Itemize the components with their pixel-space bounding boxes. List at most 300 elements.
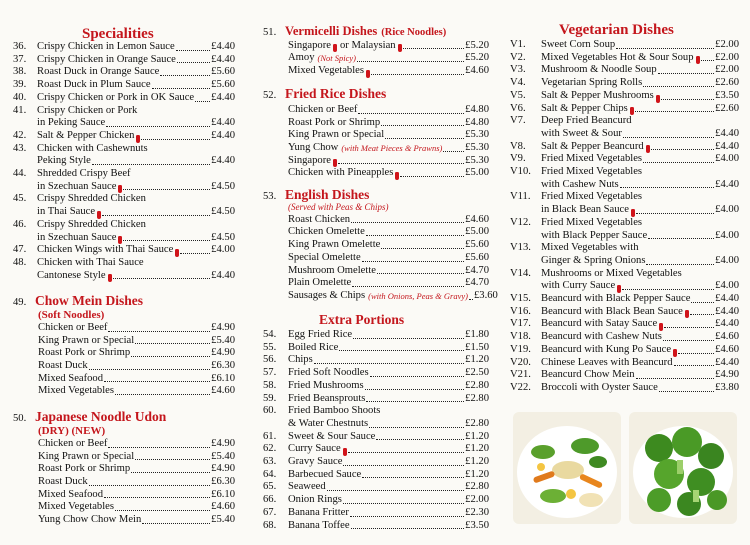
- item-price: £5.60: [211, 79, 235, 91]
- item-price: £5.30: [465, 154, 489, 166]
- item-name: Beancurd Chow Mein: [541, 369, 635, 381]
- dot-leader: [648, 238, 714, 239]
- item-number: 68.: [263, 519, 277, 531]
- item-price: £4.90: [715, 369, 739, 381]
- menu-item-row: [510, 166, 739, 179]
- dot-leader: [343, 465, 464, 466]
- chili-icon: [685, 310, 689, 318]
- english-number: 53.: [263, 191, 277, 202]
- item-name: Salt & Pepper Beancurd: [541, 140, 644, 152]
- menu-item-row: [263, 405, 489, 418]
- broccoli-photo: [629, 412, 737, 524]
- dot-leader: [403, 48, 465, 49]
- dot-leader: [357, 61, 464, 62]
- item-name: Crispy Chicken in Orange Sauce: [37, 53, 176, 65]
- item-number: V4.: [510, 77, 526, 89]
- dot-leader: [643, 162, 714, 163]
- item-price: £4.60: [211, 385, 235, 397]
- menu-item-row: [510, 191, 739, 204]
- item-name: Fried Mixed Vegetables: [541, 153, 643, 165]
- item-number: 67.: [263, 506, 277, 518]
- menu-item-row: [13, 463, 235, 476]
- item-name: Egg Fried Rice: [288, 329, 353, 340]
- item-price: £4.60: [465, 65, 489, 77]
- item-price: £1.50: [465, 341, 489, 353]
- menu-item-row: [510, 280, 739, 293]
- dot-leader: [674, 365, 715, 366]
- dot-leader: [195, 101, 210, 102]
- item-price: £4.40: [211, 269, 235, 281]
- menu-item-row: [263, 129, 489, 142]
- menu-item-row: [13, 244, 235, 257]
- dot-leader: [362, 261, 465, 262]
- menu-item-row: [263, 342, 489, 355]
- item-name: Salt & Pepper Chicken: [37, 129, 135, 141]
- dot-leader: [141, 139, 210, 140]
- menu-item-row: [13, 373, 235, 386]
- item-price: £2.80: [465, 417, 489, 429]
- item-name: Mixed Seafood: [38, 488, 104, 500]
- item-number: 40.: [13, 91, 27, 103]
- menu-item-row: [13, 143, 235, 156]
- menu-item-row: [263, 265, 489, 278]
- item-price: £4.40: [715, 356, 739, 368]
- menu-item-row: [13, 105, 235, 118]
- menu-item-row: [263, 393, 489, 406]
- item-number: 60.: [263, 405, 277, 417]
- item-name: Mixed Vegetables Hot & Sour Soup: [541, 51, 694, 63]
- dot-leader: [351, 222, 464, 223]
- item-number: V5.: [510, 89, 526, 101]
- item-price: £5.60: [465, 251, 489, 263]
- menu-item-row: [510, 52, 739, 65]
- menu-item-row: [13, 438, 235, 451]
- item-name: Deep Fried Beancurd: [541, 115, 632, 127]
- dot-leader: [658, 73, 715, 74]
- item-name: Vegetarian Spring Rolls: [541, 77, 643, 89]
- dot-leader: [123, 240, 210, 241]
- menu-item-row: [510, 268, 739, 281]
- menu-item-row: [263, 418, 489, 431]
- menu-item-row: [510, 306, 739, 319]
- item-name: Roast Duck in Plum Sauce: [37, 79, 151, 91]
- menu-item-row: [13, 54, 235, 67]
- item-name: in Peking Sauce: [37, 117, 106, 129]
- menu-item-row: [510, 103, 739, 116]
- dot-leader: [113, 278, 211, 279]
- vermicelli-subtitle: (Rice Noodles): [381, 27, 447, 38]
- chili-icon: [136, 135, 140, 143]
- item-name: Roast Duck in Orange Sauce: [37, 66, 160, 78]
- item-name: in Szechuan Sauce: [37, 180, 117, 192]
- dot-leader: [131, 356, 210, 357]
- chili-icon: [395, 172, 399, 180]
- menu-item-row: [13, 385, 235, 398]
- item-price: £4.80: [465, 103, 489, 115]
- menu-item-row: [510, 141, 739, 154]
- chili-icon: [673, 349, 677, 357]
- menu-item-row: [263, 443, 489, 456]
- item-price: £4.70: [465, 277, 489, 289]
- dot-leader: [646, 264, 714, 265]
- item-name: Chicken with Cashewnuts: [37, 142, 148, 154]
- item-number: 63.: [263, 456, 277, 468]
- menu-item-row: [263, 456, 489, 469]
- item-name: Beancurd with Kung Po Sauce: [541, 343, 672, 355]
- menu-item-row: [263, 214, 489, 227]
- item-price: £4.40: [211, 53, 235, 65]
- friedrice-number: 52.: [263, 90, 277, 101]
- item-name: Sausages & Chips: [288, 289, 366, 301]
- dot-leader: [106, 126, 210, 127]
- extra-list: [263, 329, 489, 532]
- menu-item-row: [13, 206, 235, 219]
- dot-leader: [678, 353, 714, 354]
- chili-icon: [343, 448, 347, 456]
- dot-leader: [365, 389, 465, 390]
- dot-leader: [135, 459, 210, 460]
- dot-leader: [370, 376, 465, 377]
- item-name: Mixed Vegetables with: [541, 242, 639, 254]
- menu-item-row: [263, 380, 489, 393]
- menu-item-row: [510, 255, 739, 268]
- item-name: Chips: [288, 354, 313, 366]
- dot-leader: [622, 289, 714, 290]
- item-price: £4.90: [211, 321, 235, 333]
- dot-leader: [381, 125, 464, 126]
- item-number: V7.: [510, 115, 526, 127]
- item-price: £5.30: [465, 141, 489, 153]
- item-name: Roast Pork or Shrimp: [38, 463, 131, 475]
- menu-item-row: [263, 104, 489, 117]
- item-name: Fried Bamboo Shoots: [288, 405, 381, 417]
- item-number: V8.: [510, 140, 526, 152]
- item-name: & Water Chestnuts: [288, 417, 369, 429]
- item-number: 65.: [263, 481, 277, 493]
- item-price: £5.00: [465, 226, 489, 238]
- dot-leader: [115, 510, 210, 511]
- item-name: Sweet Corn Soup: [541, 39, 616, 50]
- item-price: £4.40: [211, 117, 235, 129]
- menu-item-row: [13, 451, 235, 464]
- item-number: 66.: [263, 494, 277, 506]
- item-price: £4.40: [715, 318, 739, 330]
- dot-leader: [623, 137, 714, 138]
- item-name: Shredded Crispy Beef: [37, 168, 131, 180]
- dot-leader: [89, 369, 210, 370]
- item-price: £3.50: [715, 89, 739, 101]
- item-price: £5.00: [465, 167, 489, 179]
- menu-item-row: [263, 52, 489, 65]
- menu-item-row: [263, 507, 489, 520]
- item-price: £4.00: [715, 204, 739, 216]
- item-number: 48.: [13, 256, 27, 268]
- item-number: 59.: [263, 392, 277, 404]
- dot-leader: [142, 523, 210, 524]
- item-name: Curry Sauce: [288, 443, 341, 455]
- item-number: 57.: [263, 367, 277, 379]
- menu-item-row: [13, 193, 235, 206]
- menu-item-row: [13, 168, 235, 181]
- menu-item-row: [13, 514, 235, 527]
- dot-leader: [104, 381, 210, 382]
- dot-leader: [659, 391, 714, 392]
- item-number: V2.: [510, 51, 526, 63]
- chili-icon: [108, 274, 112, 282]
- udon-subtitle: (DRY) (NEW): [38, 424, 106, 437]
- item-number: V9.: [510, 153, 526, 165]
- chili-icon: [333, 44, 337, 52]
- vermicelli-title: Vermicelli Dishes: [285, 24, 378, 38]
- item-price: £2.30: [465, 506, 489, 518]
- item-name: Yung Chow Chow Mein: [38, 514, 142, 526]
- item-price: £4.60: [715, 331, 739, 343]
- chili-icon: [696, 56, 700, 64]
- item-price: £1.80: [465, 329, 489, 340]
- item-name: Onion Rings: [288, 494, 342, 506]
- item-price: £4.90: [211, 347, 235, 359]
- friedrice-section: [263, 87, 489, 180]
- item-price: £4.40: [211, 91, 235, 103]
- dot-leader: [358, 113, 464, 114]
- menu-item-row: [510, 217, 739, 230]
- menu-item-row: [263, 329, 489, 342]
- menu-item-row: [13, 270, 235, 283]
- menu-item-row: [510, 179, 739, 192]
- item-name: Chicken with Thai Sauce: [37, 256, 144, 268]
- item-number: 62.: [263, 443, 277, 455]
- menu-item-row: [13, 181, 235, 194]
- friedrice-list: [263, 104, 489, 180]
- dot-leader: [661, 99, 714, 100]
- menu-item-row: [510, 369, 739, 382]
- menu-item-row: [13, 130, 235, 143]
- chili-icon: [398, 44, 402, 52]
- menu-item-row: [263, 494, 489, 507]
- menu-item-row: [13, 79, 235, 92]
- vermicelli-list: [263, 40, 489, 78]
- dot-leader: [350, 516, 464, 517]
- item-price: £5.20: [465, 39, 489, 51]
- item-number: V15.: [510, 293, 531, 305]
- item-number: V12.: [510, 216, 531, 228]
- item-name: Roast Duck: [38, 360, 88, 372]
- item-name: Crispy Chicken or Pork: [37, 104, 138, 116]
- item-name: Crispy Shredded Chicken: [37, 218, 146, 230]
- chowmein-subtitle: (Soft Noodles): [38, 308, 105, 321]
- dot-leader: [327, 490, 465, 491]
- item-price: £2.00: [715, 64, 739, 76]
- menu-item-row: [13, 41, 235, 54]
- item-price: £2.00: [715, 51, 739, 63]
- chili-icon: [333, 159, 337, 167]
- item-name: Ginger & Spring Onions: [541, 254, 646, 266]
- item-name: Mixed Seafood: [38, 372, 104, 384]
- dot-leader: [376, 439, 464, 440]
- dot-leader: [366, 235, 464, 236]
- chili-icon: [366, 70, 370, 78]
- item-name: Singapore: [288, 39, 331, 51]
- menu-item-row: [510, 90, 739, 103]
- item-price: £4.00: [715, 280, 739, 292]
- dot-leader: [314, 363, 464, 364]
- dot-leader: [616, 48, 714, 49]
- item-name: Boiled Rice: [288, 341, 339, 353]
- dot-leader: [690, 314, 714, 315]
- item-note: (with Meat Pieces & Prawns): [341, 142, 443, 153]
- item-price: £4.40: [211, 41, 235, 52]
- extra-title: Extra Portions: [319, 312, 405, 327]
- item-number: 55.: [263, 341, 277, 353]
- item-price: £5.60: [465, 239, 489, 251]
- chili-icon: [630, 107, 634, 115]
- specialities-title: Specialities: [82, 26, 154, 42]
- item-name: Roast Pork or Shrimp: [38, 347, 131, 359]
- chili-icon: [659, 323, 663, 331]
- item-name: Peking Style: [37, 155, 91, 167]
- item-name: Seaweed: [288, 481, 326, 493]
- item-name: Chicken with Pineapples: [288, 167, 394, 179]
- dot-leader: [135, 343, 210, 344]
- item-price: £4.40: [211, 129, 235, 141]
- item-name: in Thai Sauce: [37, 206, 96, 218]
- dot-leader: [651, 149, 714, 150]
- menu-item-row: [13, 322, 235, 335]
- menu-item-row: [263, 520, 489, 533]
- menu-item-row: [13, 232, 235, 245]
- menu-item-row: [510, 331, 739, 344]
- menu-item-row: [263, 155, 489, 168]
- dot-leader: [635, 111, 714, 112]
- specialities-list: [13, 41, 235, 282]
- item-note: (with Onions, Peas & Gravy): [368, 290, 468, 301]
- item-price: £2.00: [715, 39, 739, 50]
- chili-icon: [617, 285, 621, 293]
- dot-leader: [180, 253, 210, 254]
- chowmein-title: Chow Mein Dishes: [35, 293, 144, 308]
- item-price: £2.60: [715, 77, 739, 89]
- item-number: V16.: [510, 305, 531, 317]
- dot-leader: [339, 350, 464, 351]
- menu-item-row: [510, 382, 739, 395]
- chili-icon: [656, 95, 660, 103]
- dot-leader: [385, 138, 464, 139]
- menu-item-row: [510, 115, 739, 128]
- menu-item-row: [510, 230, 739, 243]
- dot-leader: [176, 50, 210, 51]
- item-name: with Sweet & Sour: [541, 127, 622, 139]
- dot-leader: [643, 86, 714, 87]
- item-name: Roast Chicken: [288, 213, 351, 225]
- item-name: Banana Fritter: [288, 506, 349, 518]
- item-price: £4.50: [211, 206, 235, 218]
- item-number: 44.: [13, 168, 27, 180]
- menu-item-row: [510, 77, 739, 90]
- item-price: £1.20: [465, 456, 489, 468]
- menu-item-row: [263, 40, 489, 53]
- menu-item-row: [263, 469, 489, 482]
- vegetarian-list: [510, 39, 739, 395]
- item-price: £4.40: [715, 305, 739, 317]
- udon-number: 50.: [13, 413, 27, 424]
- item-name: King Prawn Omelette: [288, 239, 381, 251]
- item-price: £4.60: [465, 213, 489, 225]
- item-name: with Black Pepper Sauce: [541, 229, 648, 241]
- vegetarian-title: Vegetarian Dishes: [559, 22, 674, 38]
- item-number: 45.: [13, 193, 27, 205]
- item-name: Yung Chow: [288, 141, 339, 153]
- item-price: £4.90: [211, 437, 235, 449]
- item-price: £4.00: [715, 229, 739, 241]
- menu-item-row: [263, 289, 498, 303]
- menu-item-row: [510, 153, 739, 166]
- item-number: V17.: [510, 318, 531, 330]
- item-number: V10.: [510, 166, 531, 178]
- item-number: V18.: [510, 331, 531, 343]
- item-price: £5.40: [211, 334, 235, 346]
- chili-icon: [97, 211, 101, 219]
- item-name: Roast Pork or Shrimp: [288, 116, 381, 128]
- item-name: Mixed Vegetables: [38, 501, 115, 513]
- item-price: £3.50: [465, 519, 489, 531]
- menu-item-row: [510, 204, 739, 217]
- menu-item-row: [263, 167, 489, 180]
- dot-leader: [348, 452, 464, 453]
- item-name-alt: or Malaysian: [339, 39, 396, 51]
- item-name: Broccoli with Oyster Sauce: [541, 381, 658, 393]
- menu-item-row: [510, 128, 739, 141]
- item-price: £1.20: [465, 354, 489, 366]
- item-price: £4.50: [211, 231, 235, 243]
- dot-leader: [92, 164, 210, 165]
- menu-item-row: [510, 64, 739, 77]
- item-number: V14.: [510, 267, 531, 279]
- item-number: 47.: [13, 244, 27, 256]
- menu-item-row: [13, 117, 235, 130]
- stir-fry-vegetables-photo: [513, 412, 621, 524]
- dot-leader: [636, 378, 715, 379]
- menu-item-row: [263, 277, 489, 290]
- item-price: £2.80: [465, 481, 489, 493]
- item-price: £4.80: [465, 116, 489, 128]
- item-name: Roast Duck: [38, 476, 88, 488]
- dot-leader: [377, 273, 464, 274]
- chili-icon: [631, 209, 635, 217]
- item-number: 36.: [13, 41, 27, 52]
- menu-item-row: [263, 65, 489, 78]
- item-name: King Prawn or Special: [38, 334, 135, 346]
- friedrice-title: Fried Rice Dishes: [285, 86, 387, 101]
- item-name: Sweet & Sour Sauce: [288, 430, 376, 442]
- item-name: Chinese Leaves with Beancurd: [541, 356, 673, 368]
- dot-leader: [104, 497, 210, 498]
- dot-leader: [351, 528, 465, 529]
- menu-item-row: [13, 476, 235, 489]
- menu-item-row: [510, 318, 739, 331]
- item-price: £2.80: [465, 392, 489, 404]
- item-price: £4.40: [715, 127, 739, 139]
- item-price: £4.60: [211, 501, 235, 513]
- item-price: £1.20: [465, 443, 489, 455]
- item-number: V21.: [510, 369, 531, 381]
- udon-title: Japanese Noodle Udon: [35, 409, 167, 424]
- item-price: £2.60: [715, 102, 739, 114]
- dot-leader: [353, 338, 464, 339]
- dot-leader: [369, 427, 464, 428]
- item-price: £5.60: [211, 66, 235, 78]
- item-name: Banana Toffee: [288, 519, 350, 531]
- menu-item-row: [13, 347, 235, 360]
